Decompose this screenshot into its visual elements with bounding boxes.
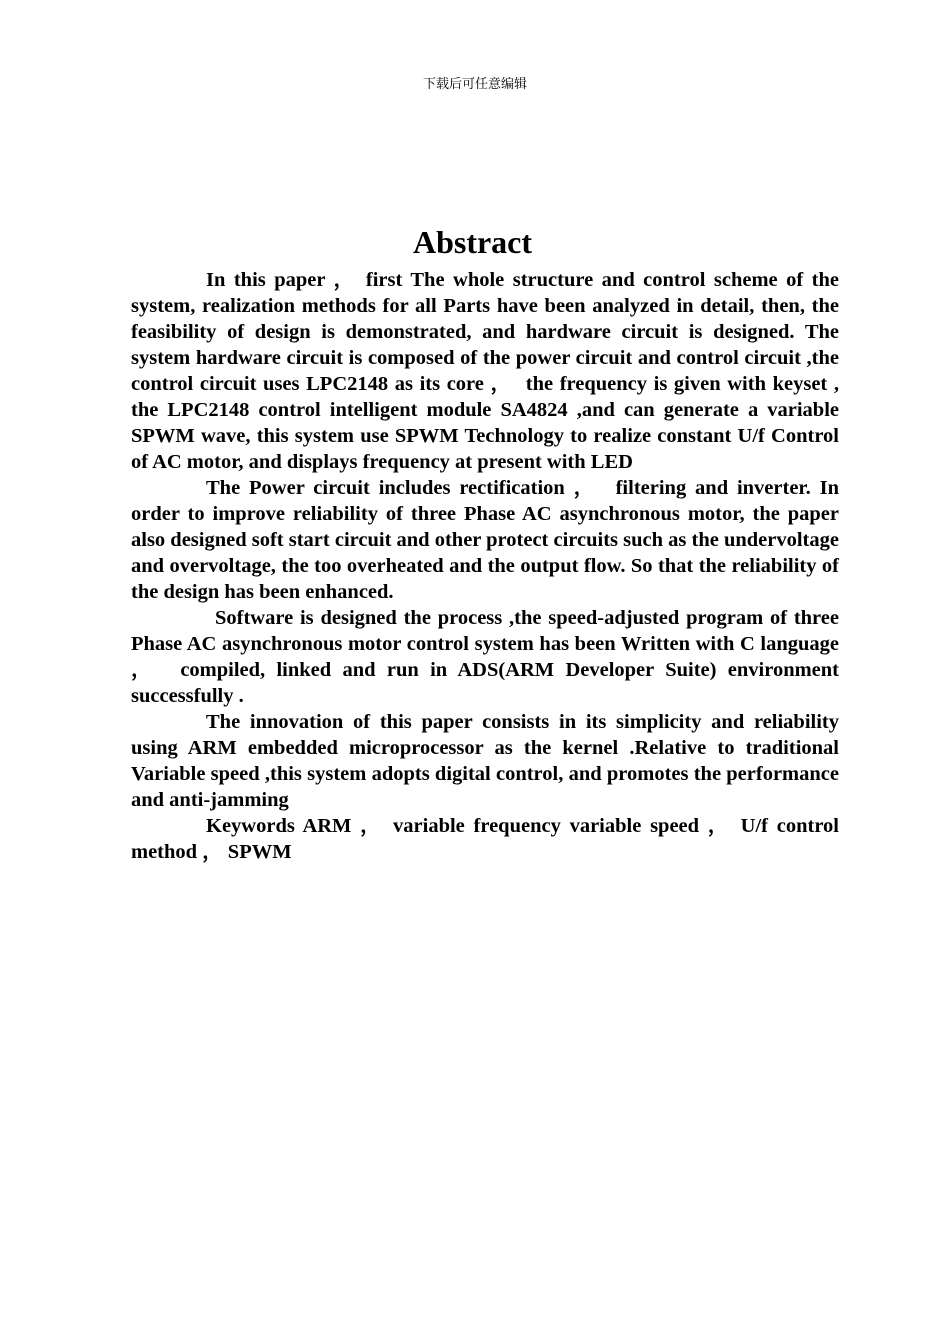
abstract-paragraph-2: The Power circuit includes rectification ， filtering and inverter. In order to improve reliability of three Phase AC asynchronous motor, the paper also designed soft start circuit and other protect circuits such as the undervoltage and overvoltage, the too overheated and the output flow. So that the reliability of the design has been enhanced. (131, 477, 845, 603)
abstract-paragraph-4: The innovation of this paper consists in its simplicity and reliability using ARM embedded microprocessor as the kernel .Relative to traditional Variable speed ,this system adopts digital control, and promotes the performance and anti-jamming (131, 711, 845, 811)
page-header-note: 下载后可任意编辑 (422, 77, 527, 92)
keywords-line: Keywords ARM ， variable frequency variable speed ， U/f control method ， SPWM (131, 815, 845, 863)
abstract-paragraph-3: Software is designed the process ,the speed-adjusted program of three Phase AC asynchronous motor control system has been Written with C language ， compiled, linked and run in ADS(ARM Developer Suite) environment successfully . (131, 607, 845, 707)
page-title: Abstract (412, 224, 533, 260)
abstract-paragraph-1: In this paper ， first The whole structure and control scheme of the system, realization methods for all Parts have been analyzed in detail, then, the feasibility of design is demonstrated, and hardware circuit is designed. The system hardware circuit is composed of the power circuit and control circuit ,the control circuit uses LPC2148 as its core ， the frequency is given with keyset , the LPC2148 control intelligent module SA4824 ,and can generate a variable SPWM wave, this system use SPWM Technology to realize constant U/f Control of AC motor, and displays frequency at present with LED (131, 269, 845, 473)
abstract-body (131, 267, 845, 865)
